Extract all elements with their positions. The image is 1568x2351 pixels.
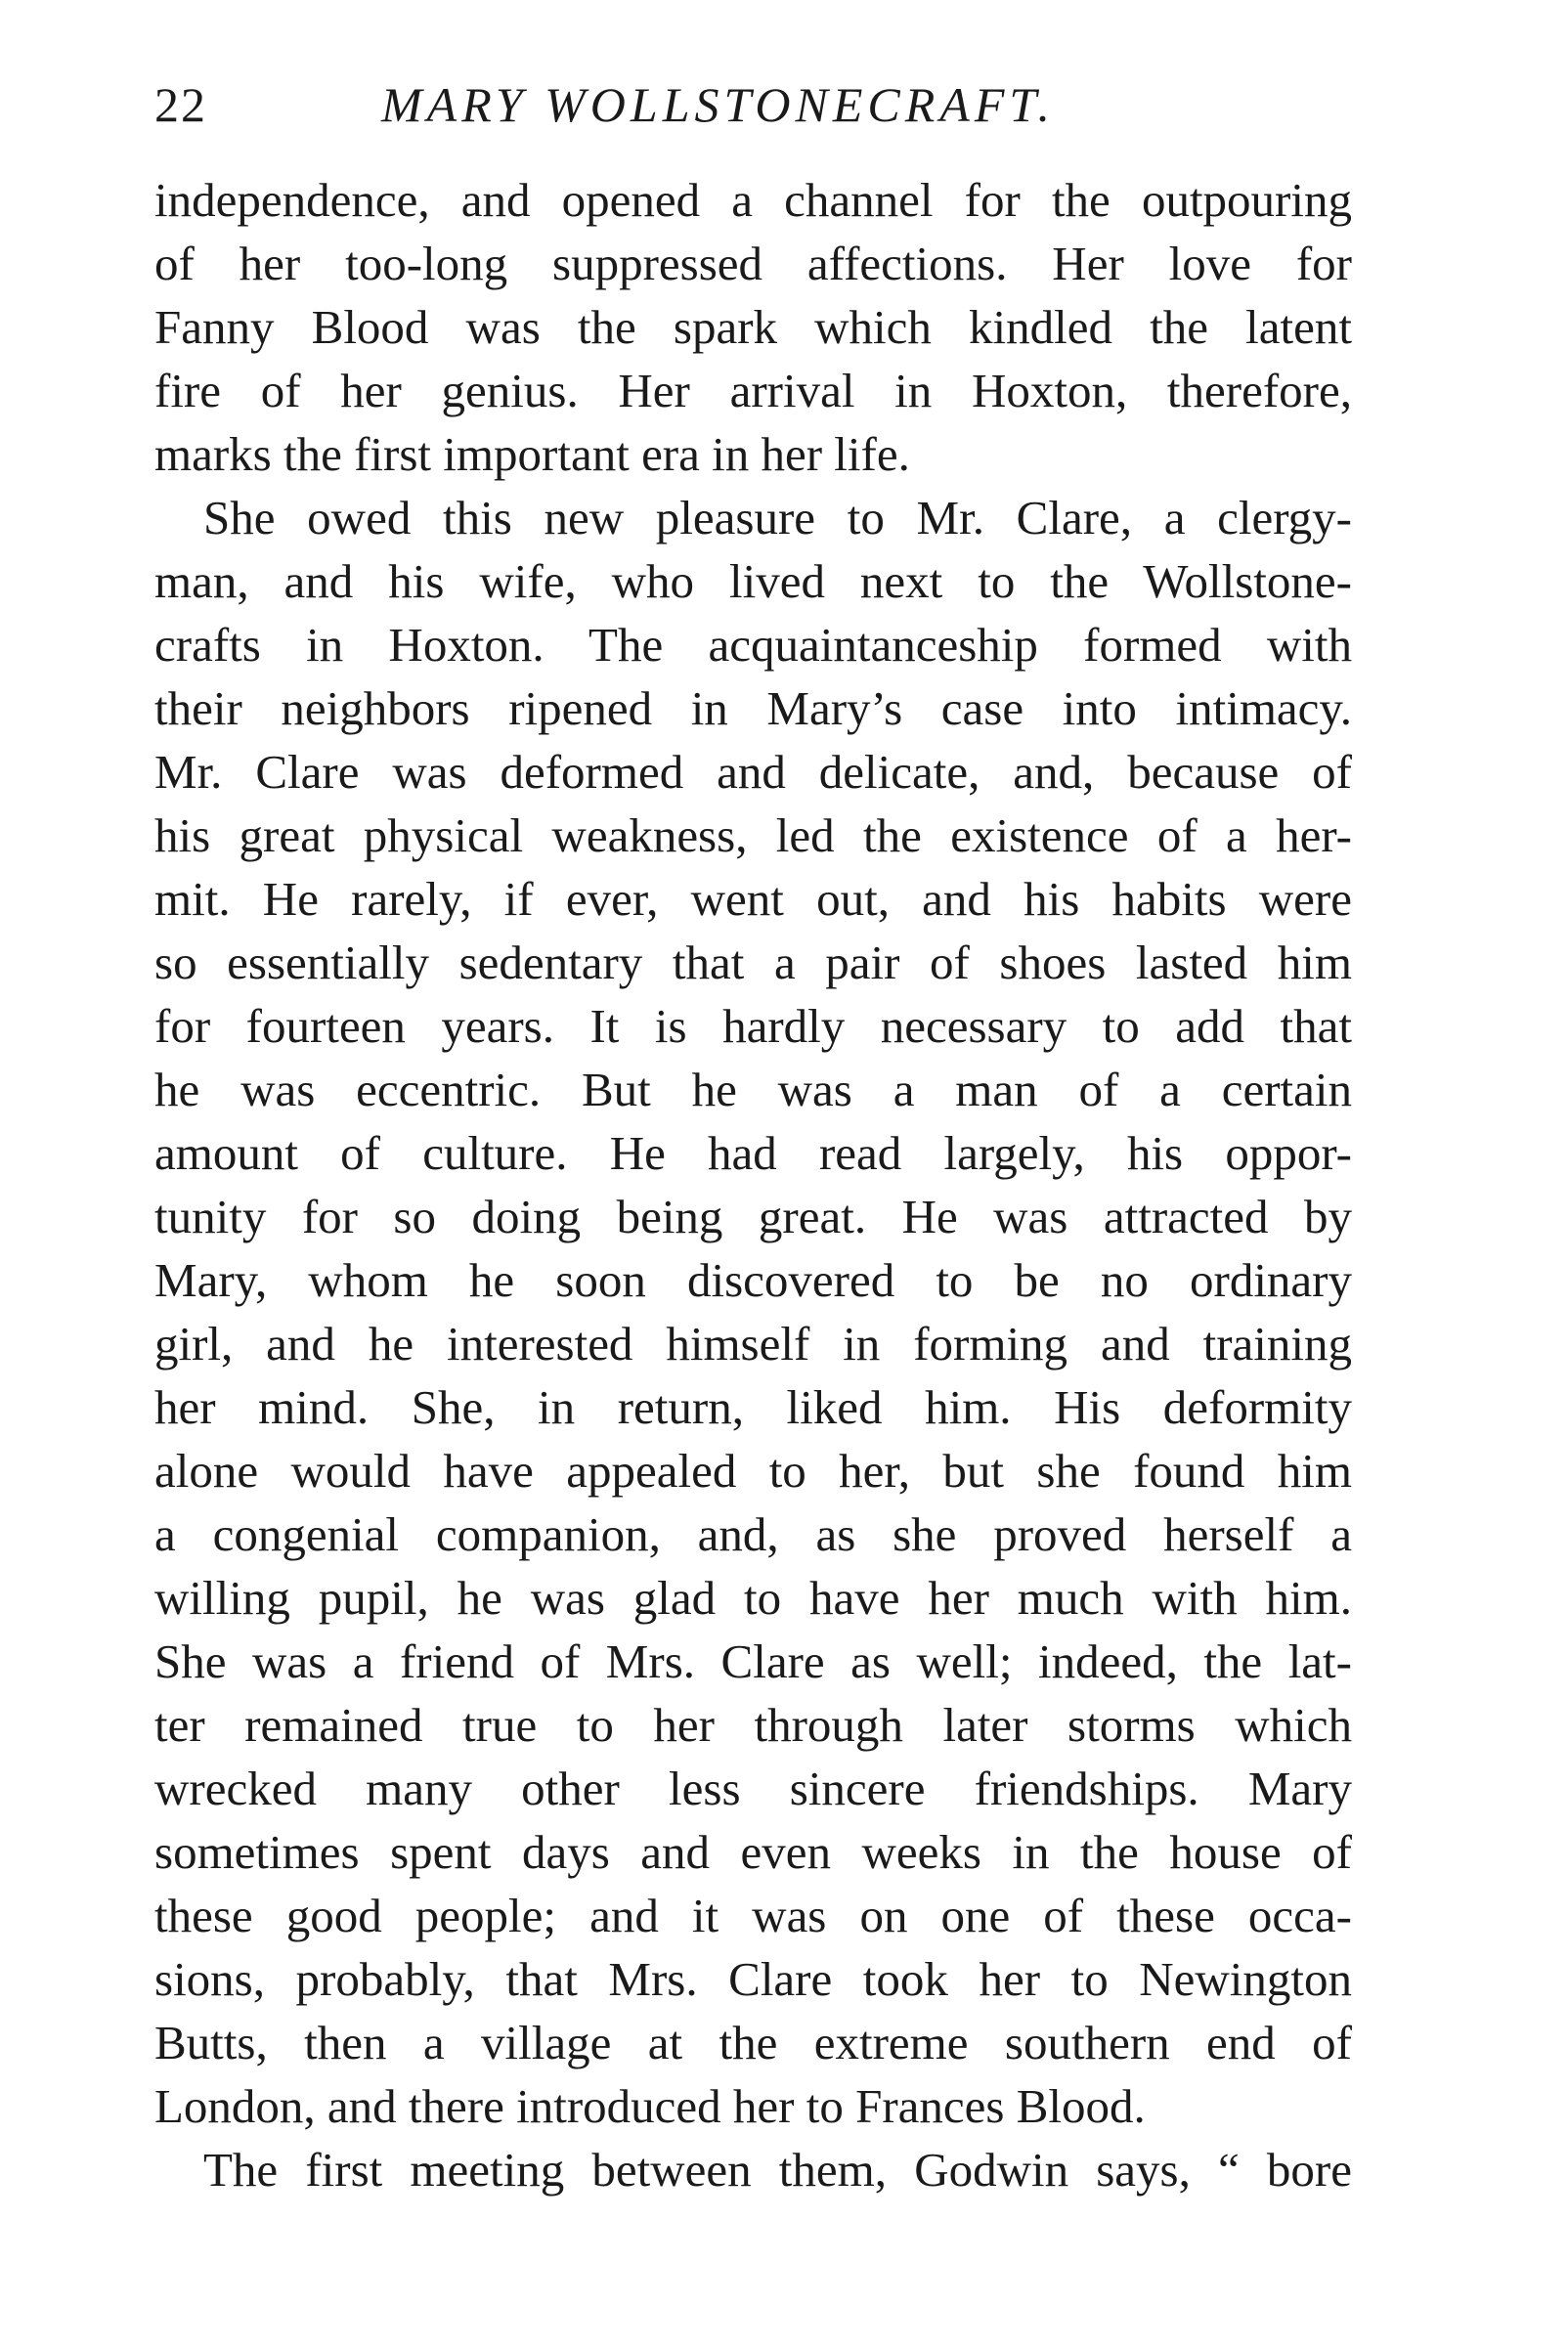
text-line: Mary, whom he soon discovered to be no ordinary [154,1253,1352,1307]
text-line: of her too-long suppressed affections. Her love for [154,237,1352,290]
text-line: amount of culture. He had read largely, his oppor- [154,1126,1352,1180]
text-line: London, and there introduced her to Frances Blood. [154,2079,1146,2133]
text-line: he was eccentric. But he was a man of a certain [154,1063,1352,1116]
text-line: man, and his wife, who lived next to the Wollstone- [154,554,1352,608]
text-line: Mr. Clare was deformed and delicate, and, because of [154,745,1352,799]
text-line: Butts, then a village at the extreme southern end of [154,2016,1352,2069]
text-line: She was a friend of Mrs. Clare as well; indeed, the lat- [154,1634,1352,1688]
text-line: She owed this new pleasure to Mr. Clare, a clergy- [203,491,1352,544]
text-line: sions, probably, that Mrs. Clare took her to Newington [154,1952,1352,2006]
text-line: mit. He rarely, if ever, went out, and his habits were [154,872,1352,926]
text-line: her mind. She, in return, liked him. His deformity [154,1380,1352,1434]
page-header [154,61,1347,149]
text-line: girl, and he interested himself in forming and training [154,1317,1352,1371]
page-number: 22 [154,77,207,132]
text-line: a congenial companion, and, as she proved herself a [154,1507,1352,1561]
running-title: MARY WOLLSTONECRAFT. [381,77,1055,132]
text-line: marks the first important era in her life. [154,427,910,481]
text-line: Fanny Blood was the spark which kindled the latent [154,300,1352,354]
text-line: fire of her genius. Her arrival in Hoxton, therefore, [154,364,1352,417]
text-line: wrecked many other less sincere friendships. Mary [154,1762,1352,1815]
text-line: his great physical weakness, led the existence of a her- [154,808,1352,862]
text-line: independence, and opened a channel for the outpouring [154,173,1352,227]
text-line: crafts in Hoxton. The acquaintanceship formed with [154,618,1352,672]
text-line: ter remained true to her through later storms which [154,1698,1352,1752]
text-line: these good people; and it was on one of these occa- [154,1889,1352,1942]
text-line: The first meeting between them, Godwin says, “ bore [203,2143,1352,2197]
body-text [154,168,1352,2201]
text-line: willing pupil, he was glad to have her much with him. [154,1571,1352,1625]
text-line: their neighbors ripened in Mary’s case into intimacy. [154,681,1352,735]
text-line: alone would have appealed to her, but she found him [154,1444,1352,1498]
text-line: for fourteen years. It is hardly necessary to add that [154,999,1352,1053]
text-line: so essentially sedentary that a pair of shoes lasted him [154,936,1352,989]
text-line: sometimes spent days and even weeks in the house of [154,1825,1352,1879]
text-line: tunity for so doing being great. He was attracted by [154,1190,1352,1243]
